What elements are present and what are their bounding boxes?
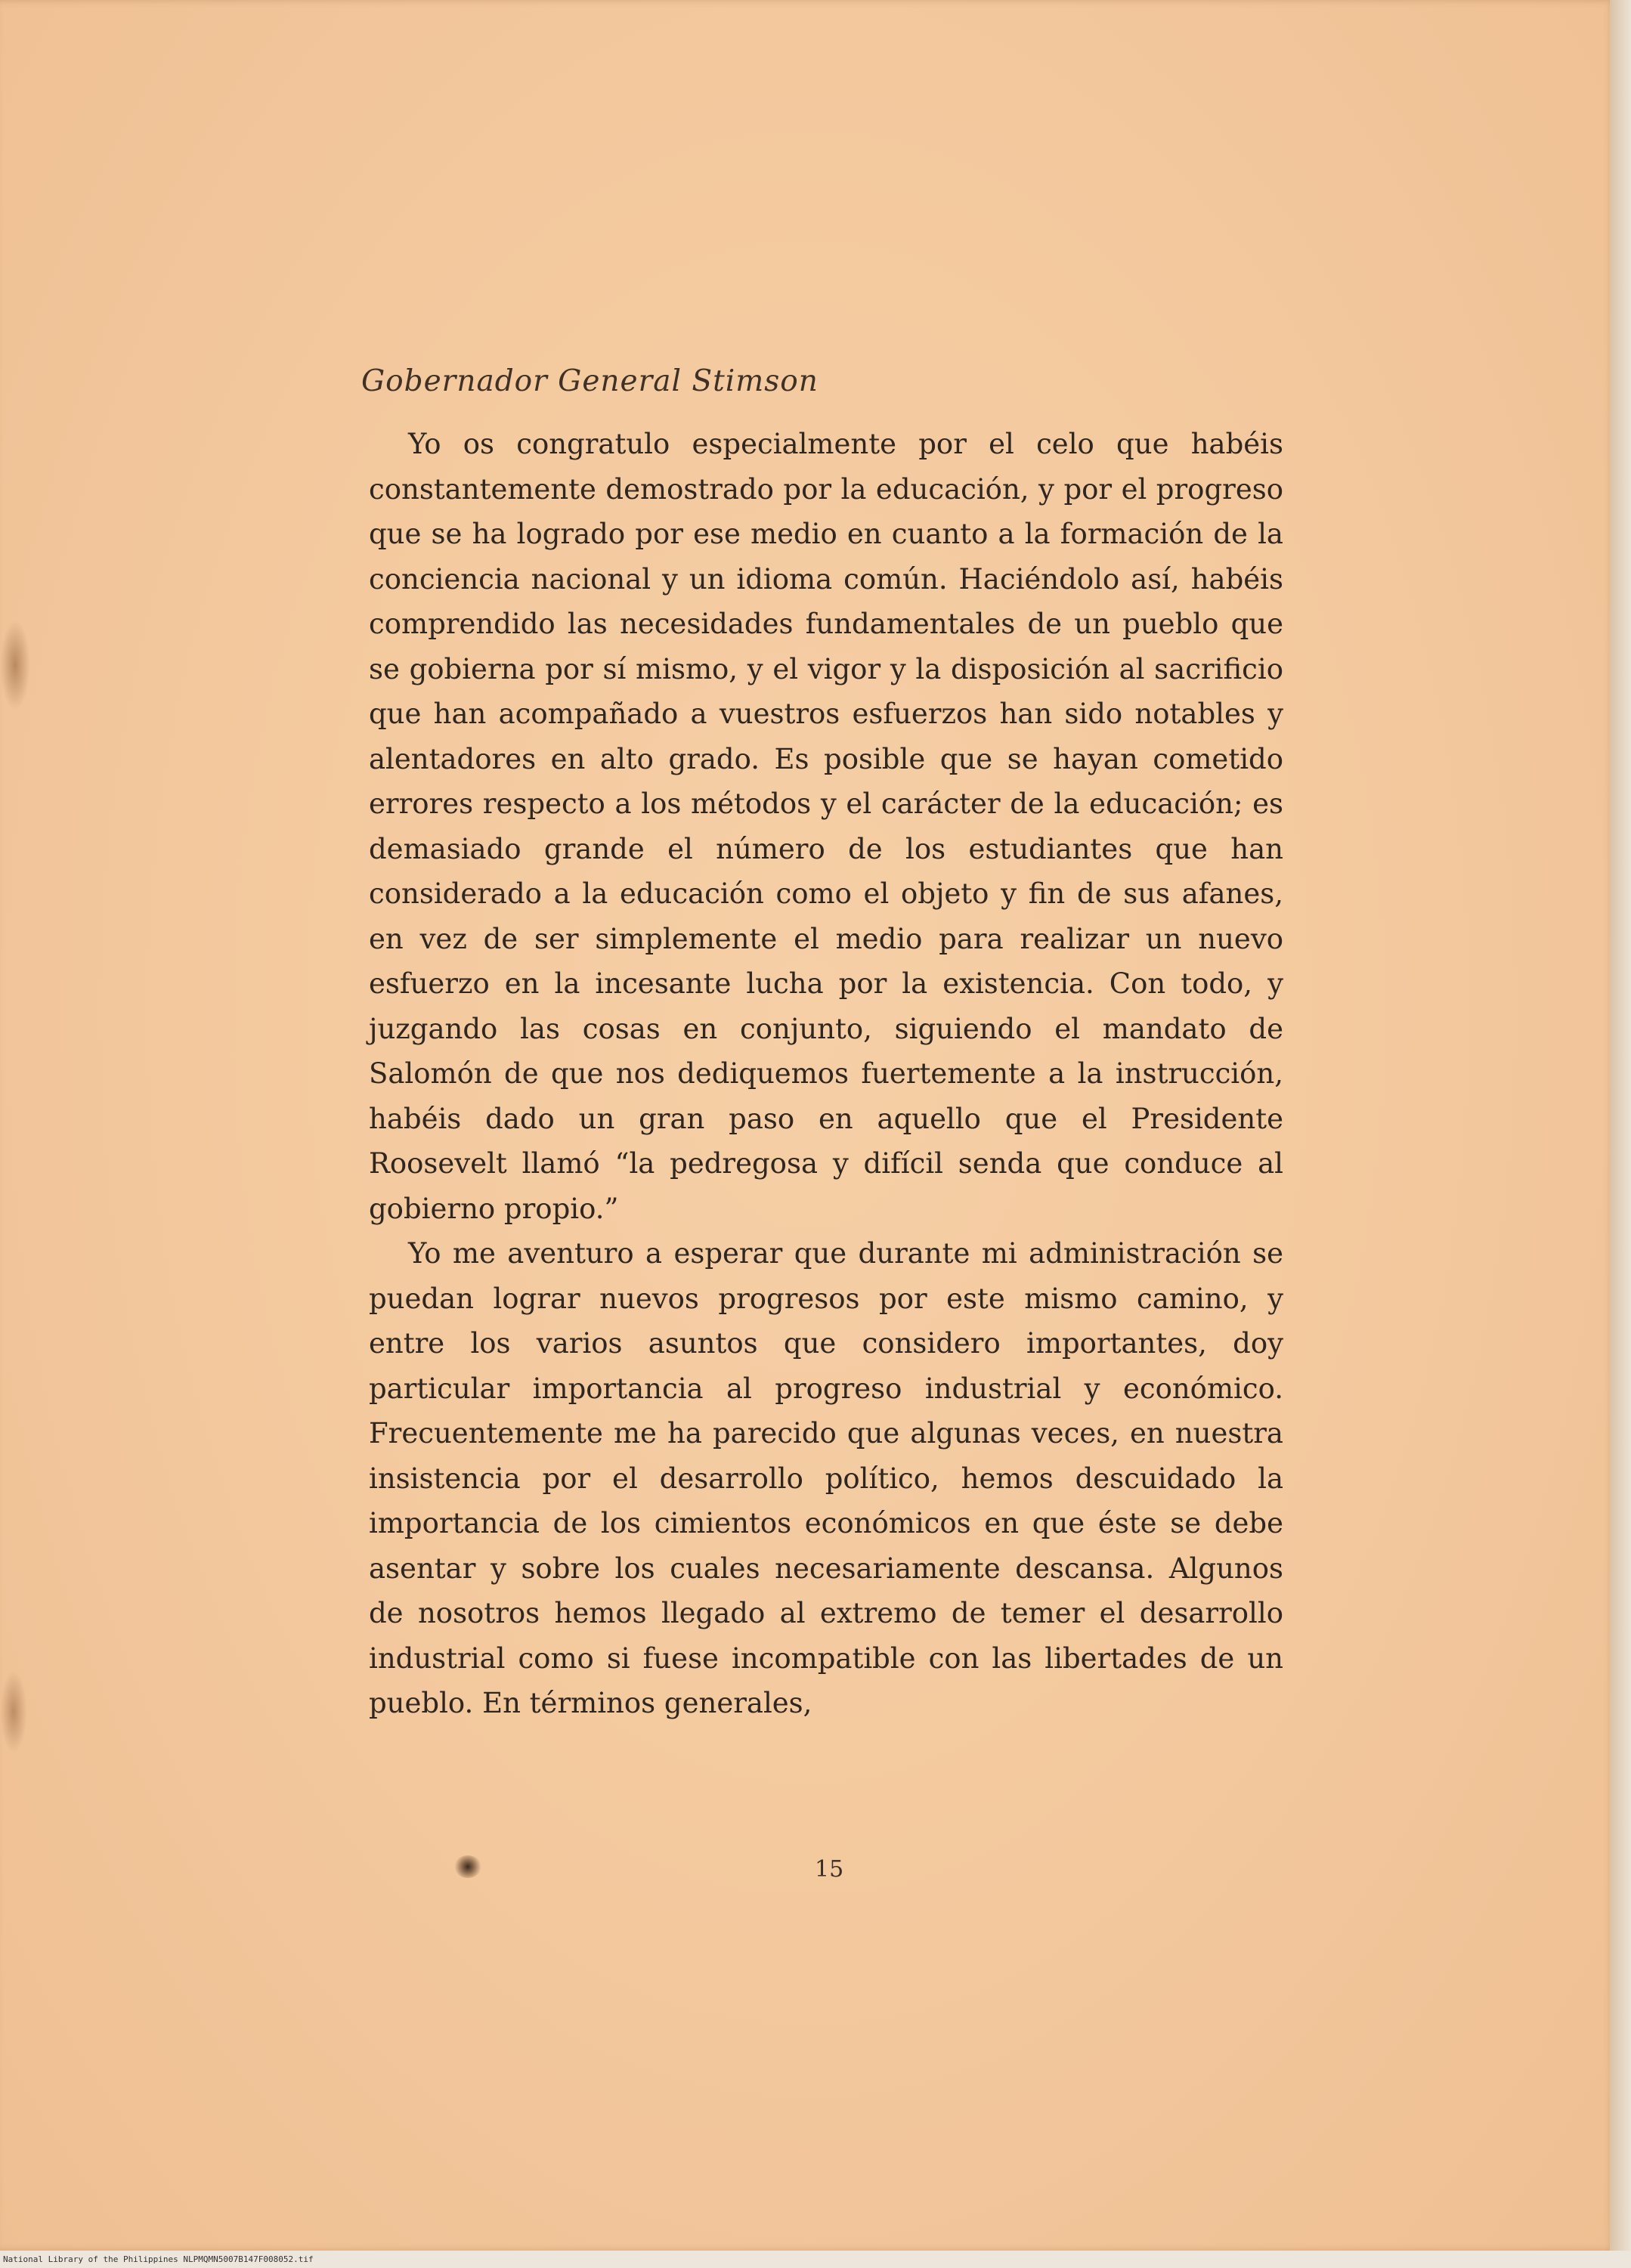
page-number: 15 (815, 1856, 844, 1883)
edge-stain (0, 1670, 27, 1753)
scan-label: National Library of the Philippines NLPMQMN5007B147F008052.tif (3, 2254, 314, 2264)
page-edge (1610, 0, 1631, 2251)
page-heading: Gobernador General Stimson (361, 364, 819, 398)
paragraph-2: Yo me aventuro a esperar que durante mi administración se puedan lograr nuevos progresos por este mismo camino, y entre los varios asuntos que considero importantes, doy particular importancia al progreso industrial y económico. Frecuentemente me ha parecido que algunas veces, en nuestra insistencia por el desarrollo político, hemos descuidado la importancia de los cimientos económicos en que éste se debe asentar y sobre los cuales necesariamente descansa. Algunos de nosotros hemos llegado al extremo de temer el desarrollo industrial como si fuese incompatible con las libertades de un pueblo. En términos generales, (369, 1237, 1283, 1719)
ink-blot (454, 1855, 481, 1878)
body-text (369, 422, 1283, 1726)
paragraph-1: Yo os congratulo especialmente por el celo que habéis constantemente demostrado por la educación, y por el progreso que se ha logrado por ese medio en cuanto a la formación de la conciencia nacional y un idioma común. Haciéndolo así, habéis comprendido las necesidades fundamentales de un pueblo que se gobierna por sí mismo, y el vigor y la disposición al sacrificio que han acompañado a vuestros esfuerzos han sido notables y alentadores en alto grado. Es posible que se hayan cometido errores respecto a los métodos y el carácter de la educación; es demasiado grande el número de los estudiantes que han considerado a la educación como el objeto y fin de sus afanes, en vez de ser simplemente el medio para realizar un nuevo esfuerzo en la incesante lucha por la existencia. Con todo, y juzgando las cosas en conjunto, siguiendo el mandato de Salomón de que nos dediquemos fuertemente a la instrucción, habéis dado un gran paso en aquello que el Presidente Roosevelt llamó “la pedregosa y difícil senda que conduce al gobierno propio.” (369, 428, 1283, 1225)
edge-stain (0, 620, 30, 710)
